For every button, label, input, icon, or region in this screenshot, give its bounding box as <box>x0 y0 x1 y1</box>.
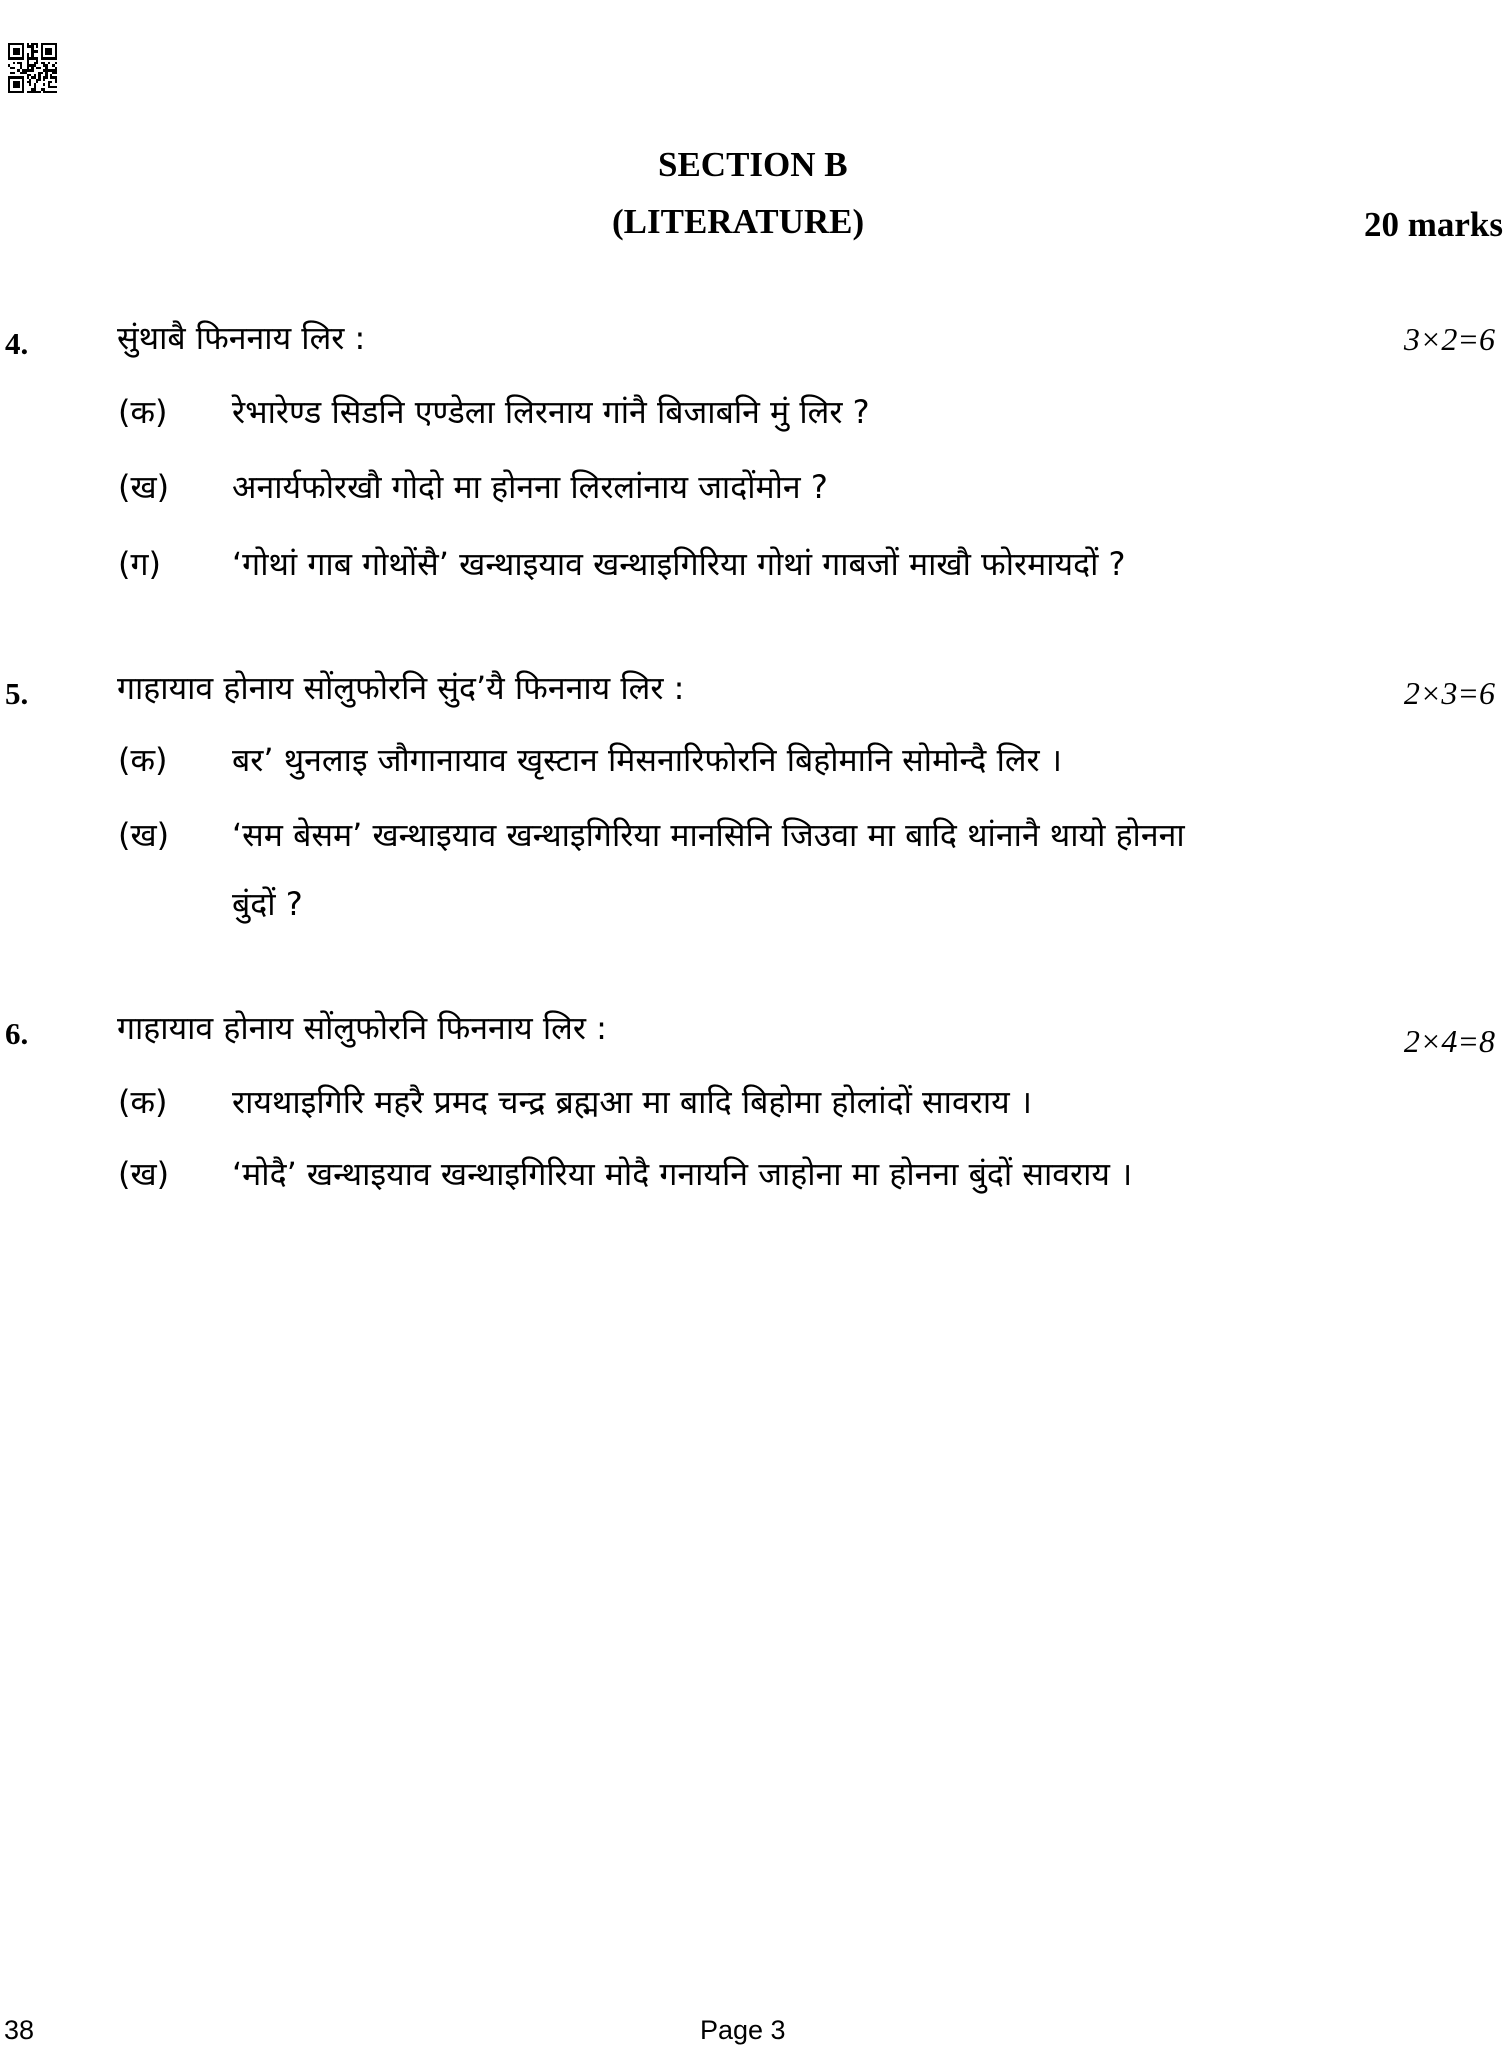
part-text: रेभारेण्ड सिडनि एण्डेला लिरनाय गांनै बिजाबनि मुं लिर ? <box>232 393 870 431</box>
part-text-continuation: बुंदों ? <box>232 885 303 923</box>
part-text: ‘सम बेसम’ खन्थाइयाव खन्थाइगिरिया मानसिनि जिउवा मा बादि थांनानै थायो होनना <box>232 816 1185 854</box>
question-text: सुंथाबै फिननाय लिर : <box>117 319 366 357</box>
question-number: 5. <box>5 676 29 711</box>
part-text: रायथाइगिरि महरै प्रमद चन्द्र ब्रह्मआ मा बादि बिहोमा होलांदों सावराय । <box>232 1083 1032 1121</box>
section-title: SECTION B <box>658 145 848 184</box>
part-label: (क) <box>118 741 168 779</box>
part-label: (ख) <box>118 816 170 854</box>
qr-code-icon <box>8 43 57 93</box>
part-label: (क) <box>118 393 168 431</box>
question-number: 6. <box>5 1016 29 1051</box>
footer-page-number: Page 3 <box>700 2015 786 2045</box>
part-label: (ख) <box>118 468 170 506</box>
question-text: गाहायाव होनाय सोंलुफोरनि सुंद’यै फिननाय लिर : <box>117 669 685 707</box>
part-text: अनार्यफोरखौ गोदो मा होनना लिरलांनाय जादोंमोन ? <box>232 468 828 506</box>
question-text: गाहायाव होनाय सोंलुफोरनि फिननाय लिर : <box>117 1009 607 1047</box>
part-label: (ग) <box>118 545 161 583</box>
section-marks: 20 marks <box>1363 205 1503 244</box>
section-subtitle: (LITERATURE) <box>612 202 865 241</box>
footer-code: 38 <box>4 2015 35 2045</box>
question-marks: 2×3=6 <box>1403 675 1495 711</box>
part-label: (क) <box>118 1083 168 1121</box>
part-text: ‘मोदै’ खन्थाइयाव खन्थाइगिरिया मोदै गनायनि जाहोना मा होनना बुंदों सावराय । <box>232 1155 1133 1193</box>
part-label: (ख) <box>118 1155 170 1193</box>
part-text: बर’ थुनलाइ जौगानायाव खृस्टान मिसनारिफोरनि बिहोमानि सोमोन्दै लिर । <box>232 741 1062 779</box>
question-marks: 3×2=6 <box>1403 321 1495 357</box>
question-marks: 2×4=8 <box>1403 1023 1495 1059</box>
part-text: ‘गोथां गाब गोथोंसै’ खन्थाइयाव खन्थाइगिरिया गोथां गाबजों माखौ फोरमायदों ? <box>232 545 1126 583</box>
question-number: 4. <box>5 326 29 361</box>
